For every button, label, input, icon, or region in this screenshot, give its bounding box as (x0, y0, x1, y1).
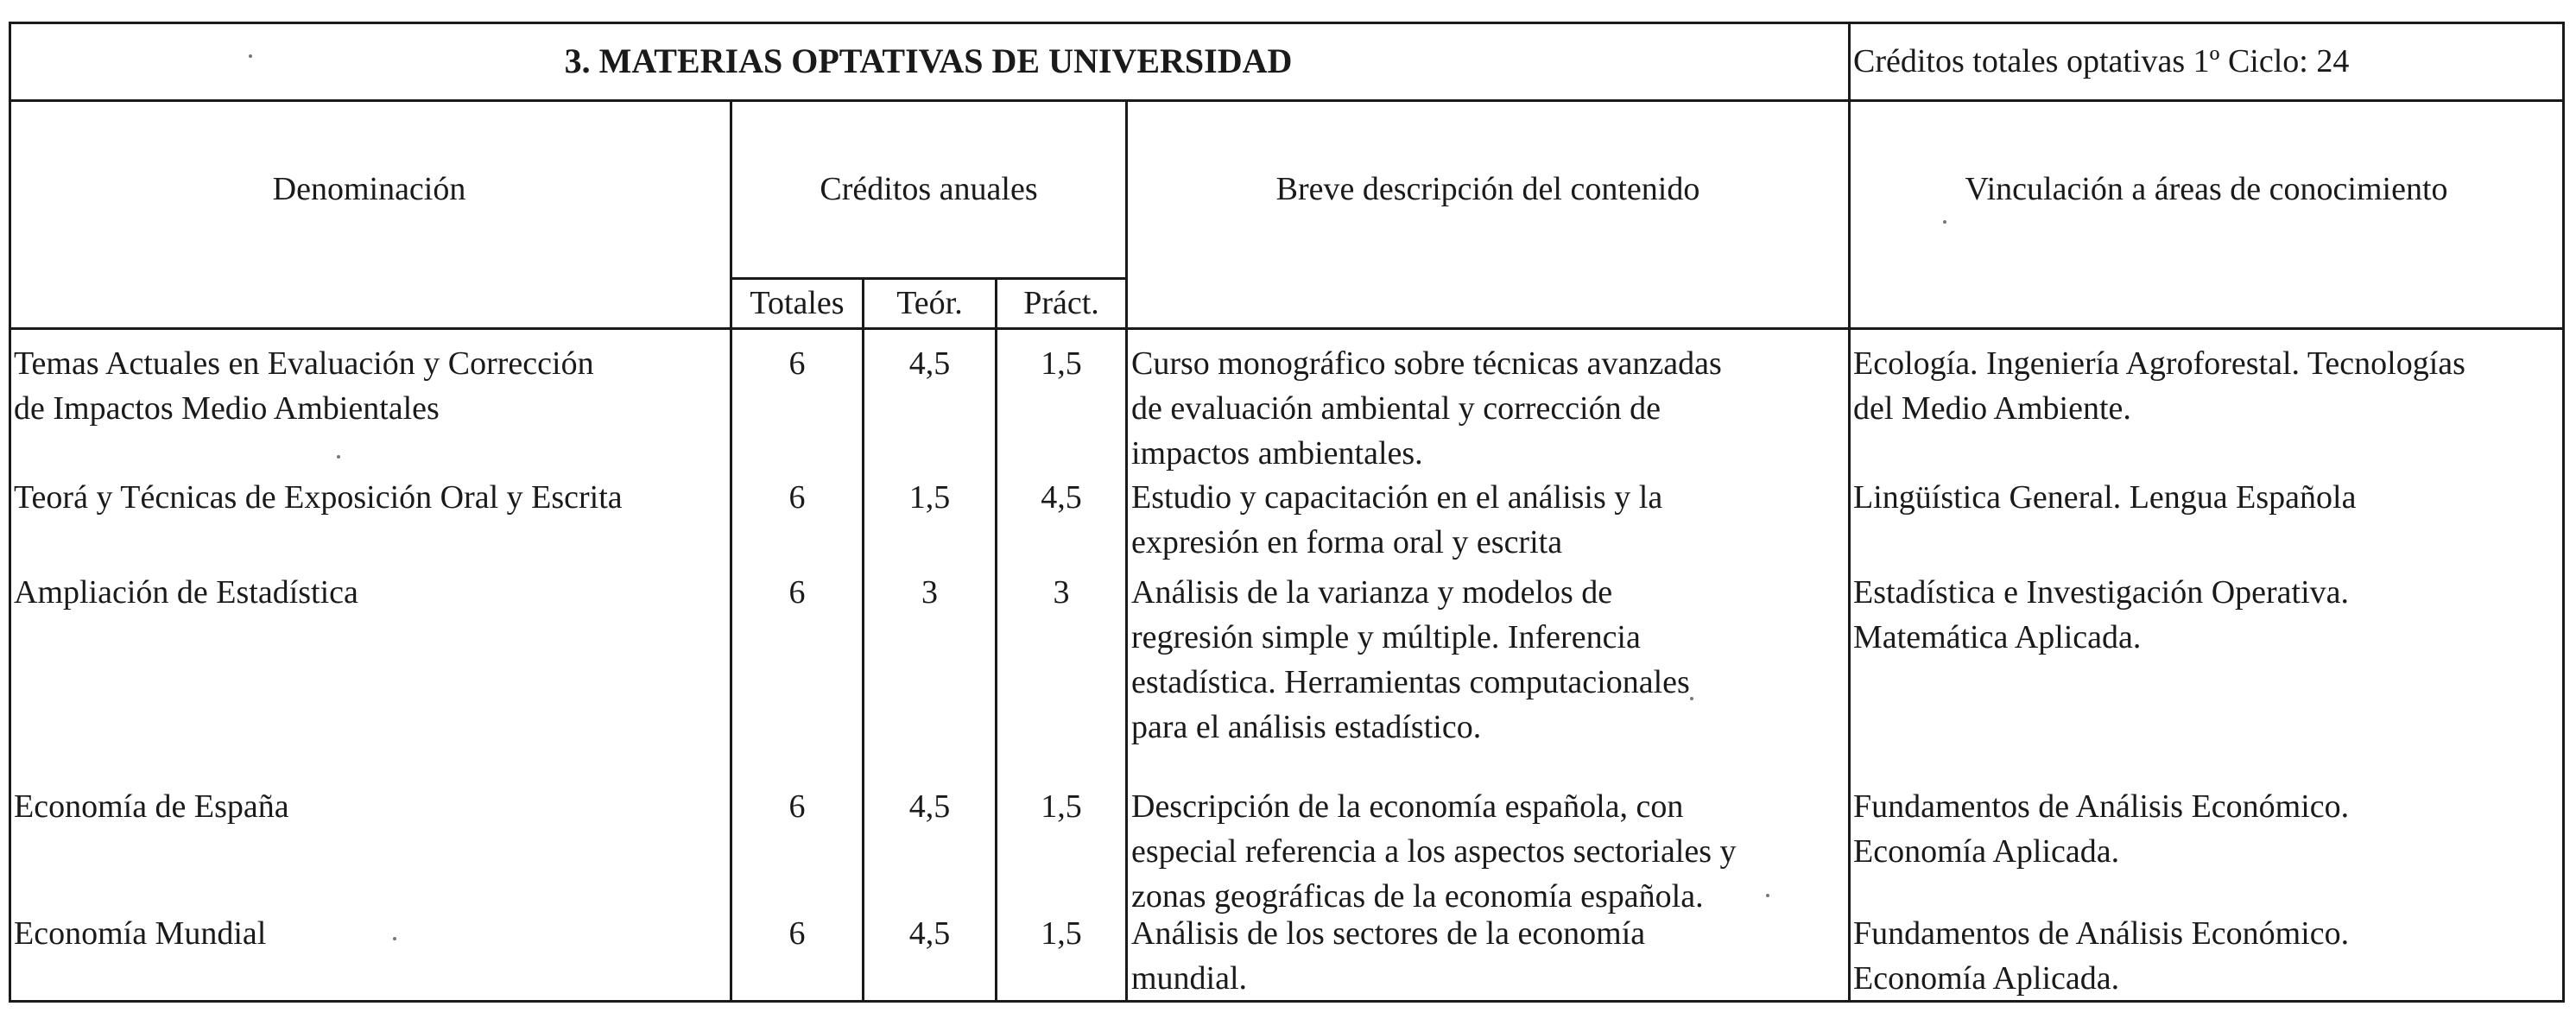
rule-totales-col (862, 277, 864, 1003)
row-2-teor: 1,5 (908, 479, 951, 516)
scan-speck (1766, 894, 1769, 897)
scan-speck (337, 455, 340, 459)
header-vinculacion: Vinculación a áreas de conocimiento (1965, 171, 2448, 207)
row-4-pract: 1,5 (1041, 788, 1082, 825)
rule-teor-col (995, 277, 997, 1003)
header-totales: Totales (750, 285, 845, 321)
row-1-areas: Ecología. Ingeniería Agroforestal. Tecnologías del Medio Ambiente. (1853, 345, 2465, 427)
rule-top (9, 22, 2565, 24)
scan-speck (1943, 220, 1946, 224)
row-2-areas: Lingüística General. Lengua Española (1853, 479, 2357, 516)
row-1-pract: 1,5 (1041, 345, 1082, 382)
total-credits-label: Créditos totales optativas 1º Ciclo: 24 (1853, 43, 2350, 79)
header-pract: Práct. (1023, 285, 1099, 321)
scan-speck (249, 54, 252, 58)
row-5-name: Economía Mundial (14, 915, 267, 952)
row-2-description: Estudio y capacitación en el análisis y la expresión en forma oral y escrita (1131, 479, 1663, 560)
row-3-teor: 3 (921, 574, 938, 611)
row-3-areas: Estadística e Investigación Operativa. Matemática Aplicada. (1853, 574, 2350, 655)
row-3-name: Ampliación de Estadística (14, 574, 358, 611)
row-5-pract: 1,5 (1041, 915, 1082, 952)
header-creditos-anuales: Créditos anuales (820, 171, 1038, 207)
row-3-totales: 6 (788, 574, 806, 611)
row-1-totales: 6 (788, 345, 806, 382)
rule-right (2562, 22, 2565, 1003)
header-teor: Teór. (896, 285, 963, 321)
row-1-description: Curso monográfico sobre técnicas avanzadas de evaluación ambiental y corrección de impactos ambientales. (1131, 345, 1722, 472)
optional-subjects-table (9, 22, 2565, 1003)
rule-header-bottom (9, 327, 2565, 330)
row-2-name: Teorá y Técnicas de Exposición Oral y Escrita (14, 479, 623, 516)
table-title: 3. MATERIAS OPTATIVAS DE UNIVERSIDAD (564, 41, 1293, 80)
row-4-description: Descripción de la economía española, con especial referencia a los aspectos sectoriales y zonas geográficas de la economía española. (1131, 788, 1737, 915)
row-5-totales: 6 (788, 915, 806, 952)
row-5-description: Análisis de los sectores de la economía mundial. (1131, 915, 1646, 997)
row-3-description: Análisis de la varianza y modelos de regresión simple y múltiple. Inferencia estadística. Herramientas computacionales para el análisis estadístico. (1131, 574, 1690, 745)
row-4-areas: Fundamentos de Análisis Económico. Economía Aplicada. (1853, 788, 2350, 870)
header-descripcion: Breve descripción del contenido (1275, 171, 1700, 207)
header-denominacion: Denominación (272, 171, 466, 207)
rule-pract-col (1125, 99, 1128, 1003)
row-5-areas: Fundamentos de Análisis Económico. Economía Aplicada. (1853, 915, 2350, 997)
rule-name-col (730, 99, 732, 1003)
row-4-name: Economía de España (14, 788, 289, 825)
rule-credits-subheader (730, 277, 1125, 280)
row-4-teor: 4,5 (908, 788, 951, 825)
row-3-pract: 3 (1053, 574, 1070, 611)
row-2-pract: 4,5 (1041, 479, 1082, 516)
scan-speck (1690, 697, 1693, 700)
rule-title-bottom (9, 99, 2565, 102)
row-1-name: Temas Actuales en Evaluación y Corrección de Impactos Medio Ambientales (14, 345, 594, 427)
row-4-totales: 6 (788, 788, 806, 825)
row-2-totales: 6 (788, 479, 806, 516)
row-1-teor: 4,5 (908, 345, 951, 382)
row-5-teor: 4,5 (908, 915, 951, 952)
scan-speck (393, 937, 396, 940)
